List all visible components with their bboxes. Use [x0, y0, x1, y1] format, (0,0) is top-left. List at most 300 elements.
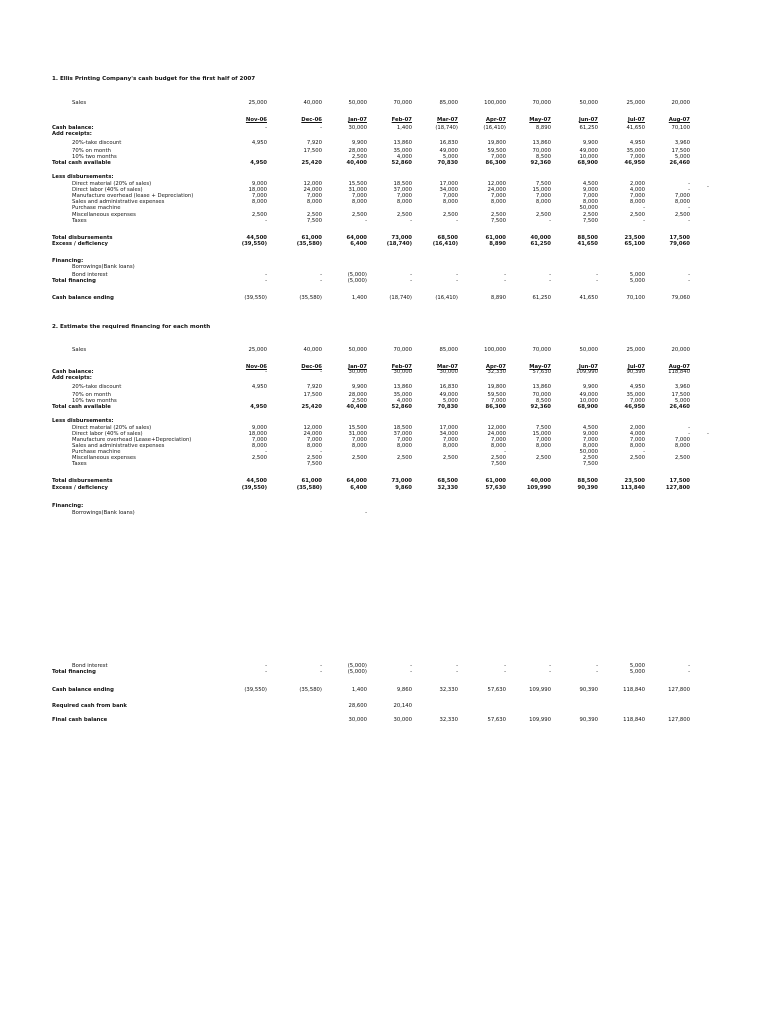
- table-cell: 17,500: [669, 235, 690, 241]
- table-cell: 57,630: [487, 717, 506, 723]
- table-cell: 5,000: [674, 154, 690, 160]
- table-cell: 4,000: [396, 154, 412, 160]
- table-cell: -: [596, 669, 598, 675]
- table-cell: 8,000: [251, 443, 267, 449]
- table-cell: 5,000: [629, 663, 645, 669]
- section-title: 1. Ellis Printing Company's cash budget for the first half of 2007: [52, 76, 256, 82]
- table-cell: -: [410, 663, 412, 669]
- table-cell: 109,990: [529, 687, 551, 693]
- table-cell: 2,000: [629, 425, 645, 431]
- table-cell: -: [643, 449, 645, 455]
- table-cell: 4,950: [629, 384, 645, 390]
- table-cell: -: [456, 218, 458, 224]
- table-cell: 17,000: [439, 181, 458, 187]
- row-label: Excess / deficiency: [52, 485, 108, 491]
- table-cell: 70,100: [671, 125, 690, 131]
- table-cell: 40,000: [530, 235, 551, 241]
- table-cell: 17,500: [669, 478, 690, 484]
- table-cell: 46,950: [624, 160, 645, 166]
- row-label: 10% two months: [72, 398, 117, 404]
- table-cell: (5,000): [347, 669, 367, 675]
- table-cell: 25,000: [248, 347, 267, 353]
- table-cell: 57,630: [532, 369, 551, 375]
- row-label: Less disbursements:: [52, 174, 114, 180]
- table-row: [0, 278, 768, 286]
- table-cell: (16,410): [483, 125, 506, 131]
- table-cell: 40,000: [530, 478, 551, 484]
- month-header: Feb-07: [391, 117, 412, 123]
- table-cell: 8,000: [442, 443, 458, 449]
- table-cell: 13,860: [393, 384, 412, 390]
- table-cell: 41,650: [577, 241, 598, 247]
- table-cell: 79,060: [671, 295, 690, 301]
- table-cell: 2,500: [629, 212, 645, 218]
- table-row: [0, 461, 768, 469]
- row-label: Direct labor (40% of sales): [72, 431, 143, 437]
- table-cell: -: [504, 663, 506, 669]
- table-cell: 8,000: [490, 443, 506, 449]
- table-cell: 35,000: [626, 148, 645, 154]
- table-cell: 7,500: [490, 461, 506, 467]
- table-cell: -: [549, 663, 551, 669]
- table-cell: 7,000: [351, 437, 367, 443]
- table-cell: 85,000: [439, 347, 458, 353]
- table-cell: -: [549, 272, 551, 278]
- table-cell: 26,460: [669, 160, 690, 166]
- table-cell: 9,900: [582, 140, 598, 146]
- table-cell: 8,000: [674, 199, 690, 205]
- table-row: [0, 485, 768, 493]
- table-cell: -: [688, 205, 690, 211]
- table-cell: 88,500: [577, 235, 598, 241]
- table-cell: 4,950: [251, 384, 267, 390]
- table-cell: 8,000: [674, 443, 690, 449]
- table-cell: 2,500: [351, 212, 367, 218]
- table-cell: 12,000: [303, 181, 322, 187]
- row-label: Total disbursements: [52, 235, 113, 241]
- table-row: [0, 375, 768, 383]
- table-cell: 2,500: [396, 212, 412, 218]
- table-cell: 16,830: [439, 140, 458, 146]
- table-row: [0, 160, 768, 168]
- row-label: Financing:: [52, 258, 84, 264]
- table-cell: 70,000: [532, 100, 551, 106]
- table-cell: 50,000: [579, 347, 598, 353]
- table-cell: 7,500: [306, 218, 322, 224]
- table-cell: 8,000: [396, 199, 412, 205]
- row-label: Purchase machine: [72, 205, 121, 211]
- table-cell: 31,000: [348, 431, 367, 437]
- table-cell: 2,500: [582, 455, 598, 461]
- table-cell: 30,000: [348, 125, 367, 131]
- table-cell: -: [320, 125, 322, 131]
- table-cell: 37,000: [393, 187, 412, 193]
- table-cell: -: [456, 272, 458, 278]
- table-cell: 28,000: [348, 148, 367, 154]
- table-cell: 23,500: [624, 235, 645, 241]
- table-cell: (18,740): [386, 241, 412, 247]
- row-label: Bond interest: [72, 663, 108, 669]
- table-cell: 9,000: [251, 425, 267, 431]
- table-cell: 65,100: [624, 241, 645, 247]
- table-cell: 8,890: [490, 295, 506, 301]
- table-row: [0, 404, 768, 412]
- table-row: [0, 347, 768, 355]
- table-cell: 7,000: [629, 437, 645, 443]
- table-cell: 8,000: [582, 199, 598, 205]
- table-cell: -: [643, 205, 645, 211]
- table-cell: 7,000: [442, 193, 458, 199]
- table-cell: -: [504, 669, 506, 675]
- table-cell: 19,800: [487, 140, 506, 146]
- table-cell: 30,000: [393, 369, 412, 375]
- table-cell: -: [549, 218, 551, 224]
- table-cell: 68,900: [577, 404, 598, 410]
- table-cell: 17,500: [303, 392, 322, 398]
- table-cell: -: [456, 278, 458, 284]
- table-cell: 70,000: [532, 347, 551, 353]
- table-cell: 49,000: [439, 148, 458, 154]
- table-cell: 32,330: [439, 687, 458, 693]
- row-label: Less disbursements:: [52, 418, 114, 424]
- table-cell: 32,330: [437, 485, 458, 491]
- table-cell: 2,500: [306, 455, 322, 461]
- table-cell: 7,000: [306, 193, 322, 199]
- table-cell: 3,960: [674, 384, 690, 390]
- month-header: May-07: [529, 364, 551, 370]
- table-cell: 61,000: [301, 235, 322, 241]
- table-cell: 9,900: [582, 384, 598, 390]
- table-cell: 127,800: [668, 687, 690, 693]
- table-cell: 61,250: [530, 241, 551, 247]
- month-header: Apr-07: [485, 364, 506, 370]
- table-cell: 7,000: [251, 437, 267, 443]
- month-header: Dec-06: [301, 364, 322, 370]
- row-label: Total financing: [52, 669, 96, 675]
- table-cell: (35,580): [299, 295, 322, 301]
- table-cell: (5,000): [347, 278, 367, 284]
- table-cell: 50,000: [579, 449, 598, 455]
- table-cell: -: [265, 663, 267, 669]
- table-cell: 2,500: [582, 212, 598, 218]
- table-cell: 2,000: [629, 181, 645, 187]
- table-cell: 10,000: [579, 154, 598, 160]
- table-cell: 70,000: [532, 392, 551, 398]
- table-cell: 12,000: [487, 181, 506, 187]
- table-cell: 35,000: [393, 148, 412, 154]
- table-cell: 7,500: [535, 181, 551, 187]
- table-cell: 7,000: [396, 193, 412, 199]
- row-label: Total cash available: [52, 160, 111, 166]
- table-cell: 5,000: [442, 154, 458, 160]
- table-cell: 52,860: [391, 404, 412, 410]
- table-cell: 9,000: [582, 431, 598, 437]
- table-cell: 7,000: [490, 437, 506, 443]
- row-label: Add receipts:: [52, 131, 92, 137]
- table-cell: 49,000: [579, 392, 598, 398]
- month-header: Mar-07: [436, 117, 458, 123]
- row-label: Cash balance:: [52, 125, 94, 131]
- table-cell: 50,000: [348, 347, 367, 353]
- table-cell: (5,000): [347, 663, 367, 669]
- table-cell: 40,000: [303, 100, 322, 106]
- stray-mark: -: [707, 431, 709, 437]
- table-cell: 85,000: [439, 100, 458, 106]
- table-cell: 88,500: [577, 478, 598, 484]
- table-cell: -: [549, 278, 551, 284]
- row-label: Add receipts:: [52, 375, 92, 381]
- table-cell: -: [320, 669, 322, 675]
- table-cell: 7,000: [674, 437, 690, 443]
- table-cell: 7,000: [306, 437, 322, 443]
- table-cell: -: [456, 663, 458, 669]
- table-cell: 7,000: [629, 154, 645, 160]
- table-cell: 86,300: [485, 160, 506, 166]
- table-cell: 5,000: [629, 272, 645, 278]
- table-cell: -: [265, 369, 267, 375]
- table-cell: 50,000: [579, 100, 598, 106]
- table-cell: 19,800: [487, 384, 506, 390]
- table-cell: -: [410, 272, 412, 278]
- table-cell: -: [688, 181, 690, 187]
- row-label: 20%-take discount: [72, 140, 122, 146]
- table-cell: 49,000: [579, 148, 598, 154]
- row-label: Purchase machine: [72, 449, 121, 455]
- table-cell: 30,000: [393, 717, 412, 723]
- table-cell: 5,000: [629, 669, 645, 675]
- row-label: Total financing: [52, 278, 96, 284]
- table-cell: 4,950: [251, 140, 267, 146]
- table-cell: (39,550): [241, 241, 267, 247]
- table-cell: 4,950: [629, 140, 645, 146]
- table-cell: -: [688, 218, 690, 224]
- month-header: Apr-07: [485, 117, 506, 123]
- table-cell: 7,000: [582, 437, 598, 443]
- table-cell: (18,740): [389, 295, 412, 301]
- table-cell: 13,860: [532, 140, 551, 146]
- table-cell: 90,390: [579, 687, 598, 693]
- table-cell: 24,000: [487, 187, 506, 193]
- table-cell: 7,000: [535, 193, 551, 199]
- table-cell: -: [504, 449, 506, 455]
- table-cell: 13,860: [393, 140, 412, 146]
- table-cell: 7,000: [490, 193, 506, 199]
- month-header: Nov-06: [245, 364, 267, 370]
- row-label: Manufacture overhead (Lease+Depreciation): [72, 437, 192, 443]
- month-header: Nov-06: [245, 117, 267, 123]
- table-cell: 127,800: [668, 717, 690, 723]
- row-label: Borrowings(Bank loans): [72, 510, 135, 516]
- table-cell: -: [596, 272, 598, 278]
- row-label: Total cash available: [52, 404, 111, 410]
- table-cell: 2,500: [351, 154, 367, 160]
- table-cell: 8,000: [535, 199, 551, 205]
- table-cell: 8,000: [351, 443, 367, 449]
- table-cell: 13,860: [532, 384, 551, 390]
- table-cell: -: [596, 663, 598, 669]
- table-cell: 79,060: [669, 241, 690, 247]
- table-cell: 15,500: [348, 425, 367, 431]
- table-cell: 2,500: [442, 455, 458, 461]
- month-header: Aug-07: [668, 117, 690, 123]
- table-cell: -: [596, 278, 598, 284]
- table-cell: 7,000: [251, 193, 267, 199]
- table-cell: 16,830: [439, 384, 458, 390]
- table-cell: 61,250: [532, 295, 551, 301]
- table-cell: 59,500: [487, 392, 506, 398]
- table-cell: 7,920: [306, 384, 322, 390]
- table-cell: 8,500: [535, 398, 551, 404]
- table-cell: 6,400: [350, 485, 367, 491]
- table-cell: 9,900: [351, 140, 367, 146]
- table-cell: 2,500: [674, 455, 690, 461]
- table-cell: 70,000: [532, 148, 551, 154]
- table-cell: 90,390: [579, 717, 598, 723]
- row-label: Cash balance:: [52, 369, 94, 375]
- table-cell: -: [504, 272, 506, 278]
- table-row: [0, 669, 768, 677]
- table-cell: (35,580): [296, 241, 322, 247]
- table-cell: 2,500: [351, 398, 367, 404]
- table-cell: 8,500: [535, 154, 551, 160]
- month-header: Dec-06: [301, 117, 322, 123]
- table-cell: 40,400: [346, 160, 367, 166]
- row-label: Manufacture overhead (lease + Depreciation): [72, 193, 194, 199]
- table-cell: 18,500: [393, 425, 412, 431]
- table-cell: 40,000: [303, 347, 322, 353]
- table-cell: 4,500: [582, 181, 598, 187]
- table-cell: -: [320, 369, 322, 375]
- table-row: [0, 703, 768, 711]
- table-cell: 68,900: [577, 160, 598, 166]
- table-cell: 100,000: [484, 100, 506, 106]
- row-label: Sales and administrative expenses: [72, 443, 165, 449]
- table-cell: 8,000: [629, 199, 645, 205]
- table-cell: 7,000: [629, 398, 645, 404]
- table-cell: 7,000: [442, 437, 458, 443]
- table-row: [0, 218, 768, 226]
- table-cell: (5,000): [347, 272, 367, 278]
- table-cell: 31,000: [348, 187, 367, 193]
- table-cell: 4,950: [250, 160, 267, 166]
- row-label: Direct labor (40% of sales): [72, 187, 143, 193]
- row-label: Taxes: [72, 218, 87, 224]
- table-cell: 8,000: [629, 443, 645, 449]
- table-cell: 2,500: [306, 212, 322, 218]
- table-cell: 7,500: [490, 218, 506, 224]
- table-cell: 57,630: [487, 687, 506, 693]
- table-cell: -: [265, 272, 267, 278]
- table-cell: (16,410): [435, 295, 458, 301]
- table-cell: 2,500: [490, 455, 506, 461]
- table-cell: 1,400: [396, 125, 412, 131]
- row-label: Bond interest: [72, 272, 108, 278]
- row-label: Miscellaneous expenses: [72, 212, 136, 218]
- table-cell: 7,000: [629, 193, 645, 199]
- table-cell: 7,500: [535, 425, 551, 431]
- table-cell: 52,860: [391, 160, 412, 166]
- table-cell: 68,500: [437, 235, 458, 241]
- table-cell: 30,000: [348, 369, 367, 375]
- table-cell: 70,000: [393, 347, 412, 353]
- table-cell: 15,500: [348, 181, 367, 187]
- table-cell: 24,000: [303, 431, 322, 437]
- row-label: Cash balance ending: [52, 295, 114, 301]
- table-cell: 9,000: [251, 181, 267, 187]
- row-label: 70% on month: [72, 148, 111, 154]
- table-cell: 2,500: [535, 212, 551, 218]
- table-cell: 7,500: [582, 461, 598, 467]
- table-cell: 7,500: [306, 461, 322, 467]
- table-cell: 9,000: [582, 187, 598, 193]
- section-title: 2. Estimate the required financing for each month: [52, 324, 211, 330]
- table-cell: 73,000: [391, 478, 412, 484]
- table-cell: (39,550): [244, 295, 267, 301]
- table-cell: -: [688, 431, 690, 437]
- table-cell: 5,000: [442, 398, 458, 404]
- table-cell: 32,330: [439, 717, 458, 723]
- table-cell: -: [456, 669, 458, 675]
- table-cell: 2,500: [251, 212, 267, 218]
- table-cell: 7,000: [535, 437, 551, 443]
- table-cell: 86,300: [485, 404, 506, 410]
- table-cell: 57,630: [485, 485, 506, 491]
- table-cell: 4,000: [629, 187, 645, 193]
- table-cell: -: [365, 218, 367, 224]
- row-label: Excess / deficiency: [52, 241, 108, 247]
- row-label: 70% on month: [72, 392, 111, 398]
- table-cell: -: [410, 669, 412, 675]
- table-cell: 2,500: [490, 212, 506, 218]
- month-header: Jan-07: [348, 364, 367, 370]
- table-cell: 34,000: [439, 431, 458, 437]
- table-cell: 7,000: [582, 193, 598, 199]
- table-cell: 109,990: [529, 717, 551, 723]
- month-header: Jul-07: [627, 364, 645, 370]
- table-cell: 8,000: [306, 443, 322, 449]
- table-cell: 90,390: [626, 369, 645, 375]
- table-cell: 118,840: [623, 687, 645, 693]
- row-label: Direct material (20% of sales): [72, 425, 152, 431]
- table-row: [0, 687, 768, 695]
- table-cell: 92,360: [530, 160, 551, 166]
- table-cell: 25,000: [626, 100, 645, 106]
- table-cell: 24,000: [303, 187, 322, 193]
- month-header: Jun-07: [578, 364, 598, 370]
- table-cell: 20,140: [393, 703, 412, 709]
- table-cell: -: [504, 278, 506, 284]
- table-cell: 7,000: [396, 437, 412, 443]
- table-cell: 35,000: [626, 392, 645, 398]
- month-header: Jan-07: [348, 117, 367, 123]
- table-row: [0, 264, 768, 272]
- table-cell: 9,860: [395, 485, 412, 491]
- table-cell: 37,000: [393, 431, 412, 437]
- table-row: [0, 117, 768, 125]
- table-cell: -: [320, 278, 322, 284]
- row-label: 10% two months: [72, 154, 117, 160]
- table-cell: (16,410): [432, 241, 458, 247]
- table-cell: 28,600: [348, 703, 367, 709]
- table-cell: 61,250: [579, 125, 598, 131]
- row-label: Final cash balance: [52, 717, 108, 723]
- table-cell: 34,000: [439, 187, 458, 193]
- row-label: Total disbursements: [52, 478, 113, 484]
- table-cell: 30,000: [348, 717, 367, 723]
- table-cell: -: [688, 187, 690, 193]
- table-row: [0, 100, 768, 108]
- table-row: [0, 384, 768, 392]
